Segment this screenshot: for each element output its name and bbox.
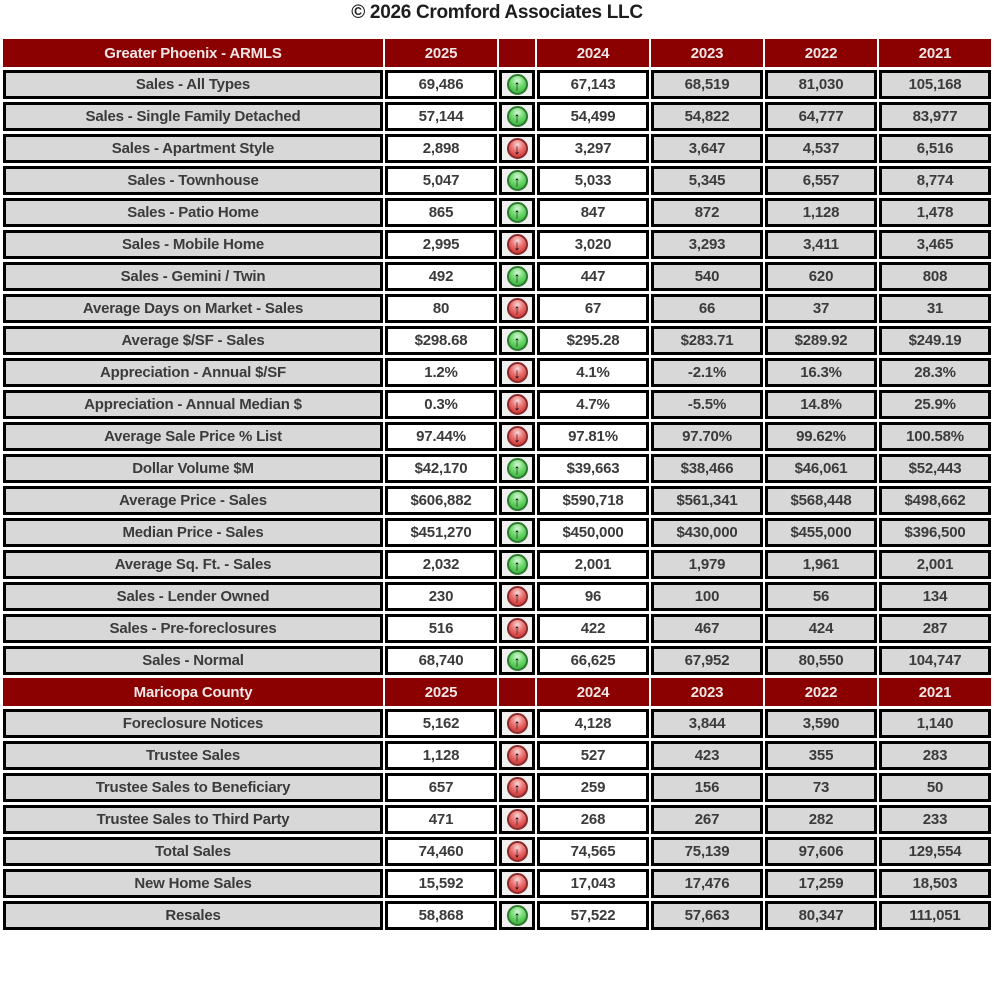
trend-cell xyxy=(499,294,535,323)
value-2021: 25.9% xyxy=(879,390,991,419)
metric-label: Trustee Sales to Third Party xyxy=(3,805,383,834)
metric-label: Sales - Normal xyxy=(3,646,383,675)
value-2024: 17,043 xyxy=(537,869,649,898)
table-row xyxy=(3,869,991,898)
trend-up-green-icon: ↑ xyxy=(507,170,528,191)
value-2021: 1,140 xyxy=(879,709,991,738)
trend-cell xyxy=(499,518,535,547)
page-title: © 2026 Cromford Associates LLC xyxy=(351,2,643,23)
value-2025: 230 xyxy=(385,582,497,611)
metric-label: Sales - Pre-foreclosures xyxy=(3,614,383,643)
table-row xyxy=(3,198,991,227)
trend-up-red-icon: ↑ xyxy=(507,745,528,766)
year-header-2021: 2021 xyxy=(879,678,991,706)
trend-up-green-icon: ↑ xyxy=(507,106,528,127)
value-2021: 111,051 xyxy=(879,901,991,930)
value-2023: 57,663 xyxy=(651,901,763,930)
value-2023: -5.5% xyxy=(651,390,763,419)
metric-label: Sales - Single Family Detached xyxy=(3,102,383,131)
value-2022: $289.92 xyxy=(765,326,877,355)
value-2022: $568,448 xyxy=(765,486,877,515)
metric-label: Sales - Lender Owned xyxy=(3,582,383,611)
trend-down-red-icon: ↓ xyxy=(507,234,528,255)
value-2021: 129,554 xyxy=(879,837,991,866)
value-2021: $498,662 xyxy=(879,486,991,515)
trend-cell xyxy=(499,773,535,802)
value-2021: $396,500 xyxy=(879,518,991,547)
table-row xyxy=(3,390,991,419)
value-2024: $590,718 xyxy=(537,486,649,515)
value-2025: 80 xyxy=(385,294,497,323)
value-2021: 287 xyxy=(879,614,991,643)
trend-cell xyxy=(499,166,535,195)
trend-up-red-icon: ↑ xyxy=(507,809,528,830)
trend-up-green-icon: ↑ xyxy=(507,490,528,511)
stats-table xyxy=(1,36,993,933)
value-2024: 67 xyxy=(537,294,649,323)
trend-up-green-icon: ↑ xyxy=(507,522,528,543)
value-2024: 57,522 xyxy=(537,901,649,930)
value-2021: $52,443 xyxy=(879,454,991,483)
value-2022: 56 xyxy=(765,582,877,611)
value-2025: 97.44% xyxy=(385,422,497,451)
value-2024: 847 xyxy=(537,198,649,227)
value-2022: 73 xyxy=(765,773,877,802)
trend-down-red-icon: ↓ xyxy=(507,394,528,415)
value-2022: 6,557 xyxy=(765,166,877,195)
table-row xyxy=(3,166,991,195)
trend-up-green-icon: ↑ xyxy=(507,202,528,223)
value-2022: 1,961 xyxy=(765,550,877,579)
metric-label: Average Sq. Ft. - Sales xyxy=(3,550,383,579)
value-2024: 268 xyxy=(537,805,649,834)
year-header-2025: 2025 xyxy=(385,678,497,706)
value-2024: 74,565 xyxy=(537,837,649,866)
metric-label: Appreciation - Annual $/SF xyxy=(3,358,383,387)
value-2024: $39,663 xyxy=(537,454,649,483)
trend-cell xyxy=(499,901,535,930)
value-2021: 2,001 xyxy=(879,550,991,579)
value-2025: 15,592 xyxy=(385,869,497,898)
value-2024: 67,143 xyxy=(537,70,649,99)
value-2023: 54,822 xyxy=(651,102,763,131)
value-2025: 69,486 xyxy=(385,70,497,99)
table-row xyxy=(3,102,991,131)
trend-up-green-icon: ↑ xyxy=(507,554,528,575)
trend-cell xyxy=(499,709,535,738)
table-row xyxy=(3,582,991,611)
trend-down-red-icon: ↓ xyxy=(507,873,528,894)
metric-label: Sales - Gemini / Twin xyxy=(3,262,383,291)
value-2025: 492 xyxy=(385,262,497,291)
table-row xyxy=(3,262,991,291)
table-row xyxy=(3,773,991,802)
section-header-row xyxy=(3,678,991,706)
value-2022: 3,411 xyxy=(765,230,877,259)
trend-down-red-icon: ↓ xyxy=(507,362,528,383)
table-row xyxy=(3,454,991,483)
trend-down-red-icon: ↓ xyxy=(507,841,528,862)
metric-label: Sales - Apartment Style xyxy=(3,134,383,163)
value-2025: 2,995 xyxy=(385,230,497,259)
metric-label: Appreciation - Annual Median $ xyxy=(3,390,383,419)
value-2024: 54,499 xyxy=(537,102,649,131)
value-2025: 2,898 xyxy=(385,134,497,163)
metric-label: Sales - Patio Home xyxy=(3,198,383,227)
value-2022: 16.3% xyxy=(765,358,877,387)
year-header-2023: 2023 xyxy=(651,678,763,706)
value-2023: 17,476 xyxy=(651,869,763,898)
trend-cell xyxy=(499,102,535,131)
metric-label: Sales - Mobile Home xyxy=(3,230,383,259)
value-2025: $42,170 xyxy=(385,454,497,483)
metric-label: Sales - Townhouse xyxy=(3,166,383,195)
value-2025: 0.3% xyxy=(385,390,497,419)
value-2022: 17,259 xyxy=(765,869,877,898)
metric-label: Foreclosure Notices xyxy=(3,709,383,738)
value-2023: 75,139 xyxy=(651,837,763,866)
value-2021: $249.19 xyxy=(879,326,991,355)
trend-cell xyxy=(499,358,535,387)
value-2024: 96 xyxy=(537,582,649,611)
value-2022: 282 xyxy=(765,805,877,834)
trend-column-header xyxy=(499,678,535,706)
value-2025: 5,047 xyxy=(385,166,497,195)
value-2025: 5,162 xyxy=(385,709,497,738)
value-2024: 66,625 xyxy=(537,646,649,675)
trend-cell xyxy=(499,262,535,291)
trend-cell xyxy=(499,230,535,259)
value-2025: 68,740 xyxy=(385,646,497,675)
table-row xyxy=(3,901,991,930)
trend-cell xyxy=(499,390,535,419)
table-row xyxy=(3,741,991,770)
trend-up-green-icon: ↑ xyxy=(507,266,528,287)
value-2022: 97,606 xyxy=(765,837,877,866)
value-2023: $561,341 xyxy=(651,486,763,515)
value-2022: 4,537 xyxy=(765,134,877,163)
trend-down-red-icon: ↓ xyxy=(507,138,528,159)
trend-cell xyxy=(499,198,535,227)
value-2021: 18,503 xyxy=(879,869,991,898)
trend-up-green-icon: ↑ xyxy=(507,905,528,926)
value-2024: 259 xyxy=(537,773,649,802)
metric-label: Average Price - Sales xyxy=(3,486,383,515)
value-2023: 267 xyxy=(651,805,763,834)
table-row xyxy=(3,70,991,99)
table-row xyxy=(3,805,991,834)
trend-cell xyxy=(499,326,535,355)
trend-cell xyxy=(499,614,535,643)
value-2022: 355 xyxy=(765,741,877,770)
year-header-2024: 2024 xyxy=(537,678,649,706)
table-row xyxy=(3,709,991,738)
metric-label: New Home Sales xyxy=(3,869,383,898)
table-row xyxy=(3,837,991,866)
value-2023: 423 xyxy=(651,741,763,770)
table-row xyxy=(3,294,991,323)
value-2021: 104,747 xyxy=(879,646,991,675)
value-2022: 1,128 xyxy=(765,198,877,227)
value-2023: 67,952 xyxy=(651,646,763,675)
trend-cell xyxy=(499,646,535,675)
trend-cell xyxy=(499,582,535,611)
table-row xyxy=(3,614,991,643)
trend-up-red-icon: ↑ xyxy=(507,586,528,607)
year-header-2024: 2024 xyxy=(537,39,649,67)
year-header-2022: 2022 xyxy=(765,39,877,67)
value-2022: 99.62% xyxy=(765,422,877,451)
trend-cell xyxy=(499,454,535,483)
value-2023: 3,293 xyxy=(651,230,763,259)
metric-label: Trustee Sales to Beneficiary xyxy=(3,773,383,802)
table-row xyxy=(3,326,991,355)
value-2021: 100.58% xyxy=(879,422,991,451)
value-2023: -2.1% xyxy=(651,358,763,387)
value-2021: 134 xyxy=(879,582,991,611)
value-2022: 620 xyxy=(765,262,877,291)
value-2022: 37 xyxy=(765,294,877,323)
trend-up-red-icon: ↑ xyxy=(507,618,528,639)
table-row xyxy=(3,230,991,259)
value-2021: 1,478 xyxy=(879,198,991,227)
trend-up-green-icon: ↑ xyxy=(507,650,528,671)
value-2023: 467 xyxy=(651,614,763,643)
year-header-2021: 2021 xyxy=(879,39,991,67)
value-2024: 527 xyxy=(537,741,649,770)
value-2025: 516 xyxy=(385,614,497,643)
trend-cell xyxy=(499,869,535,898)
trend-up-green-icon: ↑ xyxy=(507,74,528,95)
value-2022: 14.8% xyxy=(765,390,877,419)
table-row xyxy=(3,358,991,387)
trend-up-red-icon: ↑ xyxy=(507,298,528,319)
value-2024: 422 xyxy=(537,614,649,643)
metric-label: Trustee Sales xyxy=(3,741,383,770)
table-row xyxy=(3,550,991,579)
trend-down-red-icon: ↓ xyxy=(507,426,528,447)
value-2021: 808 xyxy=(879,262,991,291)
value-2023: 3,844 xyxy=(651,709,763,738)
value-2023: 97.70% xyxy=(651,422,763,451)
year-header-2023: 2023 xyxy=(651,39,763,67)
table-row xyxy=(3,646,991,675)
value-2023: 540 xyxy=(651,262,763,291)
trend-cell xyxy=(499,486,535,515)
value-2022: $46,061 xyxy=(765,454,877,483)
value-2023: $38,466 xyxy=(651,454,763,483)
stats-table-body xyxy=(3,39,991,930)
value-2025: 58,868 xyxy=(385,901,497,930)
trend-up-red-icon: ↑ xyxy=(507,713,528,734)
value-2022: 424 xyxy=(765,614,877,643)
value-2025: 57,144 xyxy=(385,102,497,131)
value-2024: 3,020 xyxy=(537,230,649,259)
value-2025: 657 xyxy=(385,773,497,802)
value-2021: 28.3% xyxy=(879,358,991,387)
value-2023: 3,647 xyxy=(651,134,763,163)
value-2021: 283 xyxy=(879,741,991,770)
value-2023: 5,345 xyxy=(651,166,763,195)
value-2025: 471 xyxy=(385,805,497,834)
value-2021: 8,774 xyxy=(879,166,991,195)
trend-up-green-icon: ↑ xyxy=(507,458,528,479)
table-row xyxy=(3,422,991,451)
value-2025: $606,882 xyxy=(385,486,497,515)
value-2021: 3,465 xyxy=(879,230,991,259)
metric-label: Resales xyxy=(3,901,383,930)
value-2025: 1,128 xyxy=(385,741,497,770)
trend-cell xyxy=(499,550,535,579)
value-2025: 1.2% xyxy=(385,358,497,387)
value-2025: $298.68 xyxy=(385,326,497,355)
value-2023: $430,000 xyxy=(651,518,763,547)
value-2023: 1,979 xyxy=(651,550,763,579)
metric-label: Average Days on Market - Sales xyxy=(3,294,383,323)
value-2023: $283.71 xyxy=(651,326,763,355)
metric-label: Dollar Volume $M xyxy=(3,454,383,483)
section-title: Maricopa County xyxy=(3,678,383,706)
value-2021: 83,977 xyxy=(879,102,991,131)
value-2021: 31 xyxy=(879,294,991,323)
trend-cell xyxy=(499,741,535,770)
metric-label: Total Sales xyxy=(3,837,383,866)
trend-cell xyxy=(499,422,535,451)
value-2021: 233 xyxy=(879,805,991,834)
metric-label: Average Sale Price % List xyxy=(3,422,383,451)
value-2025: 2,032 xyxy=(385,550,497,579)
value-2024: 4.1% xyxy=(537,358,649,387)
value-2023: 100 xyxy=(651,582,763,611)
value-2025: 74,460 xyxy=(385,837,497,866)
value-2022: 3,590 xyxy=(765,709,877,738)
trend-cell xyxy=(499,134,535,163)
section-title: Greater Phoenix - ARMLS xyxy=(3,39,383,67)
trend-cell xyxy=(499,70,535,99)
table-row xyxy=(3,134,991,163)
value-2025: $451,270 xyxy=(385,518,497,547)
value-2024: 2,001 xyxy=(537,550,649,579)
value-2024: 5,033 xyxy=(537,166,649,195)
value-2024: $450,000 xyxy=(537,518,649,547)
trend-cell xyxy=(499,837,535,866)
value-2021: 6,516 xyxy=(879,134,991,163)
metric-label: Average $/SF - Sales xyxy=(3,326,383,355)
value-2024: $295.28 xyxy=(537,326,649,355)
value-2021: 105,168 xyxy=(879,70,991,99)
table-row xyxy=(3,486,991,515)
value-2025: 865 xyxy=(385,198,497,227)
value-2024: 4.7% xyxy=(537,390,649,419)
value-2022: 81,030 xyxy=(765,70,877,99)
value-2023: 66 xyxy=(651,294,763,323)
value-2023: 68,519 xyxy=(651,70,763,99)
table-row xyxy=(3,518,991,547)
value-2024: 4,128 xyxy=(537,709,649,738)
value-2022: 80,347 xyxy=(765,901,877,930)
value-2022: $455,000 xyxy=(765,518,877,547)
metric-label: Sales - All Types xyxy=(3,70,383,99)
value-2024: 447 xyxy=(537,262,649,291)
trend-column-header xyxy=(499,39,535,67)
metric-label: Median Price - Sales xyxy=(3,518,383,547)
year-header-2025: 2025 xyxy=(385,39,497,67)
section-header-row xyxy=(3,39,991,67)
value-2024: 97.81% xyxy=(537,422,649,451)
value-2024: 3,297 xyxy=(537,134,649,163)
value-2022: 64,777 xyxy=(765,102,877,131)
trend-cell xyxy=(499,805,535,834)
value-2023: 156 xyxy=(651,773,763,802)
value-2023: 872 xyxy=(651,198,763,227)
trend-up-red-icon: ↑ xyxy=(507,777,528,798)
year-header-2022: 2022 xyxy=(765,678,877,706)
trend-up-green-icon: ↑ xyxy=(507,330,528,351)
value-2021: 50 xyxy=(879,773,991,802)
value-2022: 80,550 xyxy=(765,646,877,675)
